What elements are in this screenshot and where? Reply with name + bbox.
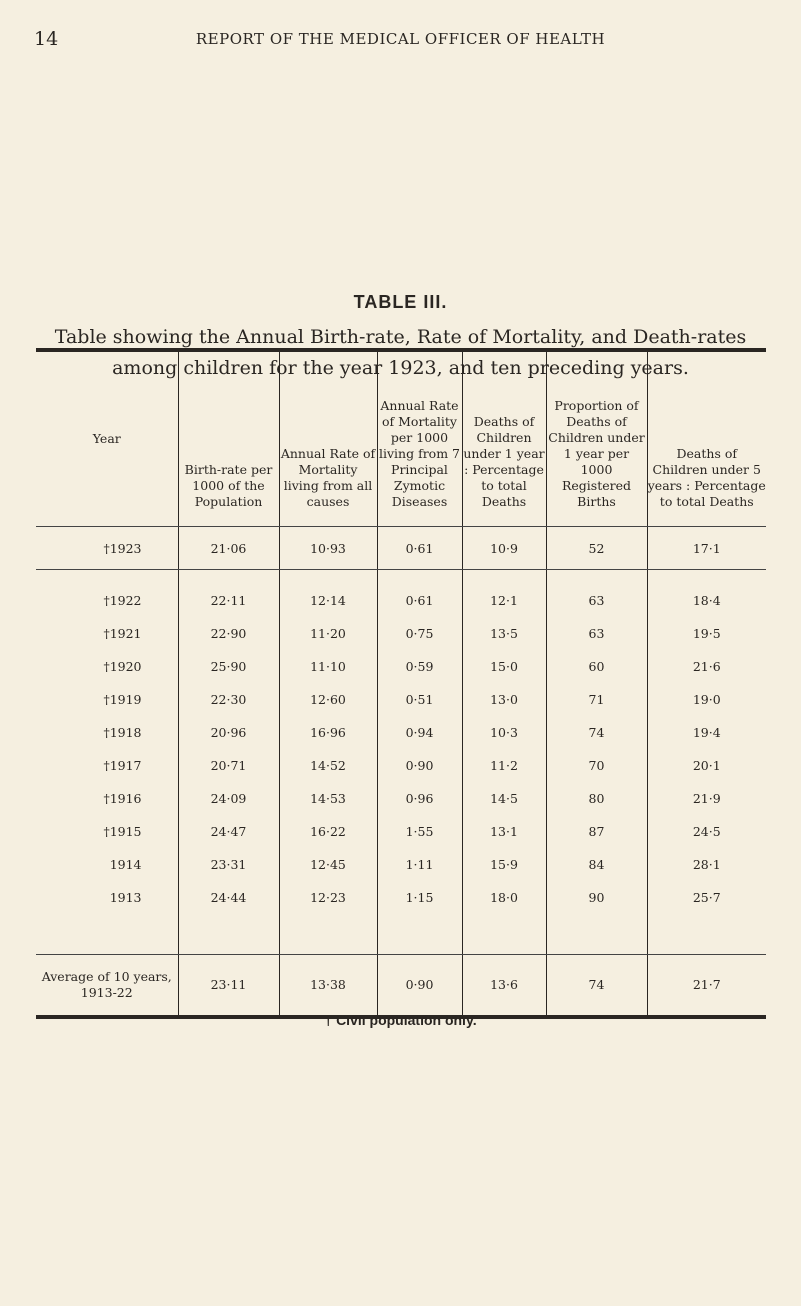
value-cell: 22·90 — [178, 617, 279, 650]
table-row — [36, 716, 766, 749]
column-header: Deaths of Children under 1 year : Percentage to total Deaths — [462, 350, 546, 527]
value-cell: 12·1 — [462, 570, 546, 618]
table-row — [36, 782, 766, 815]
value-cell: 25·7 — [647, 881, 766, 955]
table-row — [36, 955, 766, 1018]
value-cell: 18·0 — [462, 881, 546, 955]
year-cell: Average of 10 years, 1913-22 — [41, 969, 172, 1000]
year-cell: †1915 — [103, 824, 142, 839]
value-cell: 16·96 — [279, 716, 377, 749]
year-cell: †1919 — [103, 692, 142, 707]
value-cell: 12·23 — [279, 881, 377, 955]
value-cell: 71 — [546, 683, 647, 716]
table-row — [36, 683, 766, 716]
column-header: Proportion of Deaths of Children under 1 year per 1000 Registered Births — [546, 350, 647, 527]
value-cell: 15·0 — [462, 650, 546, 683]
value-cell: 20·71 — [178, 749, 279, 782]
value-cell: 24·5 — [647, 815, 766, 848]
value-cell: 21·7 — [647, 955, 766, 1018]
value-cell: 21·9 — [647, 782, 766, 815]
value-cell: 13·0 — [462, 683, 546, 716]
value-cell: 1·11 — [377, 848, 462, 881]
value-cell: 17·1 — [647, 527, 766, 570]
value-cell: 12·14 — [279, 570, 377, 618]
value-cell: 0·59 — [377, 650, 462, 683]
column-header: Deaths of Children under 5 years : Percentage to total Deaths — [647, 350, 766, 527]
column-header: Birth-rate per 1000 of the Population — [178, 350, 279, 527]
value-cell: 21·6 — [647, 650, 766, 683]
value-cell: 0·61 — [377, 527, 462, 570]
table-row — [36, 570, 766, 618]
value-cell: 80 — [546, 782, 647, 815]
value-cell: 0·90 — [377, 749, 462, 782]
value-cell: 19·5 — [647, 617, 766, 650]
year-cell: 1914 — [109, 857, 142, 872]
value-cell: 13·5 — [462, 617, 546, 650]
year-cell: †1920 — [103, 659, 142, 674]
value-cell: 63 — [546, 617, 647, 650]
year-cell: †1922 — [103, 593, 142, 608]
value-cell: 19·4 — [647, 716, 766, 749]
year-cell: †1917 — [103, 758, 142, 773]
value-cell: 13·1 — [462, 815, 546, 848]
value-cell: 14·52 — [279, 749, 377, 782]
year-cell: †1918 — [103, 725, 142, 740]
value-cell: 24·44 — [178, 881, 279, 955]
value-cell: 13·38 — [279, 955, 377, 1018]
table-row — [36, 815, 766, 848]
table-row — [36, 527, 766, 570]
value-cell: 60 — [546, 650, 647, 683]
value-cell: 13·6 — [462, 955, 546, 1018]
value-cell: 10·3 — [462, 716, 546, 749]
value-cell: 10·9 — [462, 527, 546, 570]
value-cell: 10·93 — [279, 527, 377, 570]
value-cell: 28·1 — [647, 848, 766, 881]
value-cell: 19·0 — [647, 683, 766, 716]
value-cell: 20·96 — [178, 716, 279, 749]
value-cell: 12·60 — [279, 683, 377, 716]
page-number: 14 — [34, 28, 59, 50]
value-cell: 0·96 — [377, 782, 462, 815]
value-cell: 0·75 — [377, 617, 462, 650]
value-cell: 22·30 — [178, 683, 279, 716]
table-row — [36, 617, 766, 650]
table-row — [36, 749, 766, 782]
value-cell: 24·09 — [178, 782, 279, 815]
year-cell: 1913 — [36, 881, 178, 955]
value-cell: 14·5 — [462, 782, 546, 815]
value-cell: 87 — [546, 815, 647, 848]
value-cell: 0·94 — [377, 716, 462, 749]
value-cell: 12·45 — [279, 848, 377, 881]
table-row — [36, 650, 766, 683]
value-cell: 21·06 — [178, 527, 279, 570]
column-header: Year — [36, 350, 178, 527]
value-cell: 14·53 — [279, 782, 377, 815]
year-cell: †1921 — [103, 626, 142, 641]
table-title: TABLE III. — [353, 292, 448, 312]
table-row — [36, 881, 766, 955]
running-head: REPORT OF THE MEDICAL OFFICER OF HEALTH — [195, 30, 606, 48]
value-cell: 70 — [546, 749, 647, 782]
value-cell: 15·9 — [462, 848, 546, 881]
value-cell: 0·90 — [377, 955, 462, 1018]
value-cell: 25·90 — [178, 650, 279, 683]
value-cell: 18·4 — [647, 570, 766, 618]
value-cell: 16·22 — [279, 815, 377, 848]
caption-line: Table showing the Annual Birth-rate, Rate of Mortality, and Death-rates — [54, 326, 747, 348]
value-cell: 20·1 — [647, 749, 766, 782]
column-header: Annual Rate of Mortality living from all causes — [279, 350, 377, 527]
value-cell: 84 — [546, 848, 647, 881]
column-header: Annual Rate of Mortality per 1000 living from 7 Principal Zymotic Diseases — [377, 350, 462, 527]
value-cell: 0·61 — [377, 570, 462, 618]
table-row — [36, 848, 766, 881]
value-cell: 22·11 — [178, 570, 279, 618]
year-cell: †1916 — [103, 791, 142, 806]
statistics-table — [36, 348, 766, 1019]
value-cell: 1·15 — [377, 881, 462, 955]
value-cell: 63 — [546, 570, 647, 618]
year-cell: †1923 — [36, 527, 178, 570]
value-cell: 0·51 — [377, 683, 462, 716]
caption-line: among children for the year 1923, and ten preceding years. — [112, 357, 689, 379]
value-cell: 90 — [546, 881, 647, 955]
value-cell: 74 — [546, 955, 647, 1018]
value-cell: 1·55 — [377, 815, 462, 848]
value-cell: 23·11 — [178, 955, 279, 1018]
value-cell: 74 — [546, 716, 647, 749]
value-cell: 24·47 — [178, 815, 279, 848]
footnote: † Civil population only. — [324, 1012, 477, 1028]
value-cell: 11·2 — [462, 749, 546, 782]
value-cell: 23·31 — [178, 848, 279, 881]
value-cell: 52 — [546, 527, 647, 570]
value-cell: 11·10 — [279, 650, 377, 683]
value-cell: 11·20 — [279, 617, 377, 650]
